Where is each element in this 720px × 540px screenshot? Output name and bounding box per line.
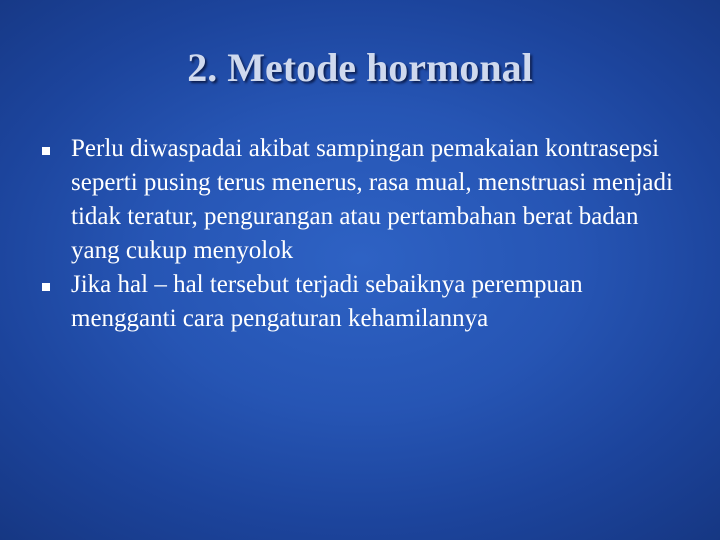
bullet-text: Jika hal – hal tersebut terjadi sebaiknya perempuan mengganti cara pengaturan kehamilannya bbox=[71, 271, 583, 332]
bullet-text: Perlu diwaspadai akibat sampingan pemakaian kontrasepsi seperti pusing terus menerus, rasa mual, menstruasi menjadi tidak teratur, pengurangan atau pertambahan berat badan yang cukup menyolok bbox=[71, 135, 673, 264]
square-bullet-icon bbox=[42, 283, 50, 291]
bullet-list bbox=[40, 132, 690, 336]
bullet-item bbox=[40, 268, 690, 336]
bullet-item bbox=[40, 132, 690, 268]
square-bullet-icon bbox=[42, 147, 50, 155]
slide-title: 2. Metode hormonal bbox=[187, 45, 533, 90]
